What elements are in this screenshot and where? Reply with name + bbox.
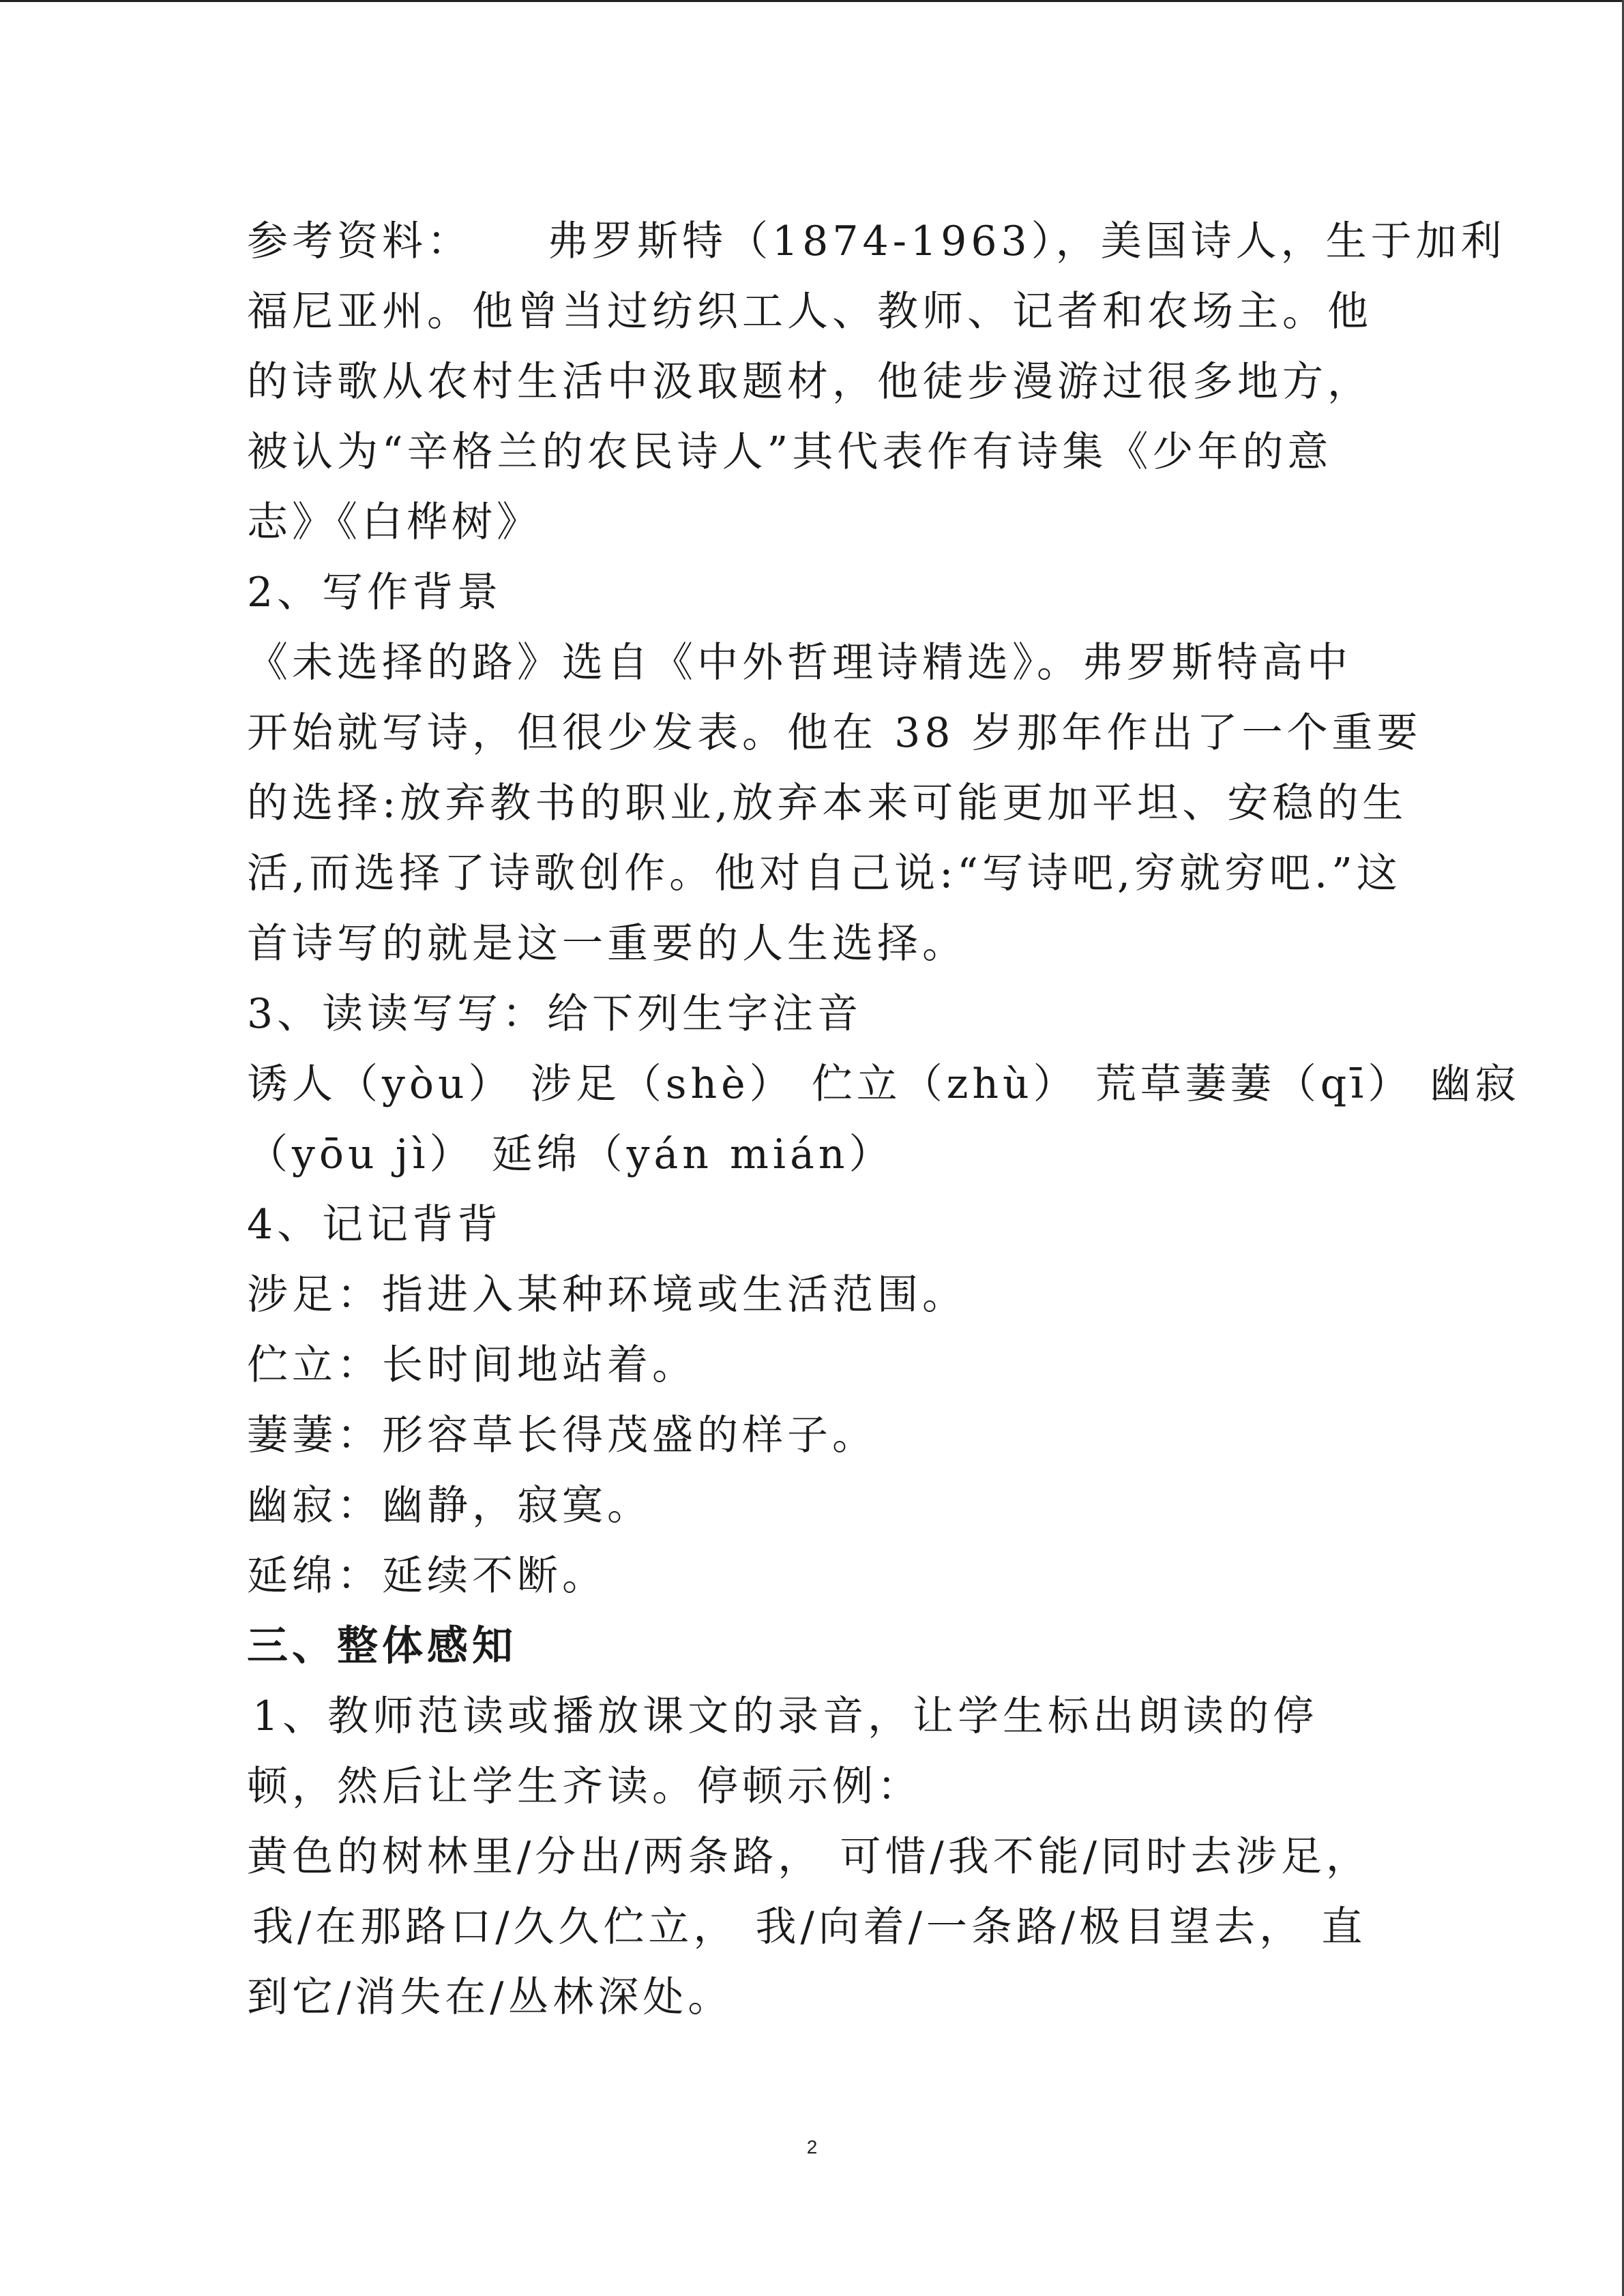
vocabulary-item: 延绵：延续不断。	[247, 1552, 607, 1600]
background-line-1: 《未选择的路》选自《中外哲理诗精选》。弗罗斯特高中	[247, 639, 1352, 687]
overview-line-4: 我/在那路口/久久伫立， 我/向着/一条路/极目望去， 直	[252, 1903, 1367, 1951]
background-line-5: 首诗写的就是这一重要的人生选择。	[247, 920, 967, 968]
pinyin-line-1: 诱人（yòu） 涉足（shè） 伫立（zhù） 荒草萋萋（qī） 幽寂	[247, 1060, 1520, 1108]
reference-label: 参考资料：	[247, 218, 472, 265]
overview-heading: 三、整体感知	[247, 1622, 517, 1670]
vocabulary-heading: 4、记记背背	[247, 1201, 503, 1249]
vocabulary-item: 萋萋：形容草长得茂盛的样子。	[247, 1412, 877, 1459]
page-number: 2	[806, 2136, 818, 2158]
background-line-2: 开始就写诗，但很少发表。他在 38 岁那年作出了一个重要	[247, 709, 1422, 757]
background-line-4: 活,而选择了诗歌创作。他对自己说:“写诗吧,穷就穷吧.”这	[247, 850, 1402, 897]
reference-line-1	[247, 207, 1506, 277]
reference-line-4: 被认为“辛格兰的农民诗人”其代表作有诗集《少年的意	[247, 428, 1333, 476]
document-body	[247, 207, 1520, 2033]
overview-line-5: 到它/消失在/丛林深处。	[247, 1973, 733, 2021]
overview-line-2: 顿，然后让学生齐读。停顿示例：	[247, 1763, 922, 1810]
overview-line-3: 黄色的树林里/分出/两条路， 可惜/我不能/同时去涉足，	[247, 1833, 1371, 1881]
background-line-3: 的选择:放弃教书的职业,放弃本来可能更加平坦、安稳的生	[247, 779, 1408, 827]
page-top-border	[0, 0, 1624, 2]
vocabulary-item: 伫立：长时间地站着。	[247, 1341, 697, 1389]
reference-line-5: 志》《白桦树》	[247, 498, 542, 546]
reference-text: 弗罗斯特（1874-1963），美国诗人，生于加利	[547, 218, 1506, 265]
vocabulary-item: 涉足：指进入某种环境或生活范围。	[247, 1271, 967, 1319]
background-heading: 2、写作背景	[247, 569, 503, 616]
pinyin-heading: 3、读读写写：给下列生字注音	[247, 990, 863, 1038]
reference-line-2: 福尼亚州。他曾当过纺织工人、教师、记者和农场主。他	[247, 288, 1372, 336]
pinyin-line-2: （yōu jì） 延绵（yán mián）	[247, 1131, 894, 1178]
overview-line-1: 1、教师范读或播放课文的录音，让学生标出朗读的停	[252, 1693, 1318, 1740]
reference-line-3: 的诗歌从农村生活中汲取题材，他徒步漫游过很多地方，	[247, 358, 1372, 406]
vocabulary-item: 幽寂：幽静，寂寞。	[247, 1482, 652, 1530]
